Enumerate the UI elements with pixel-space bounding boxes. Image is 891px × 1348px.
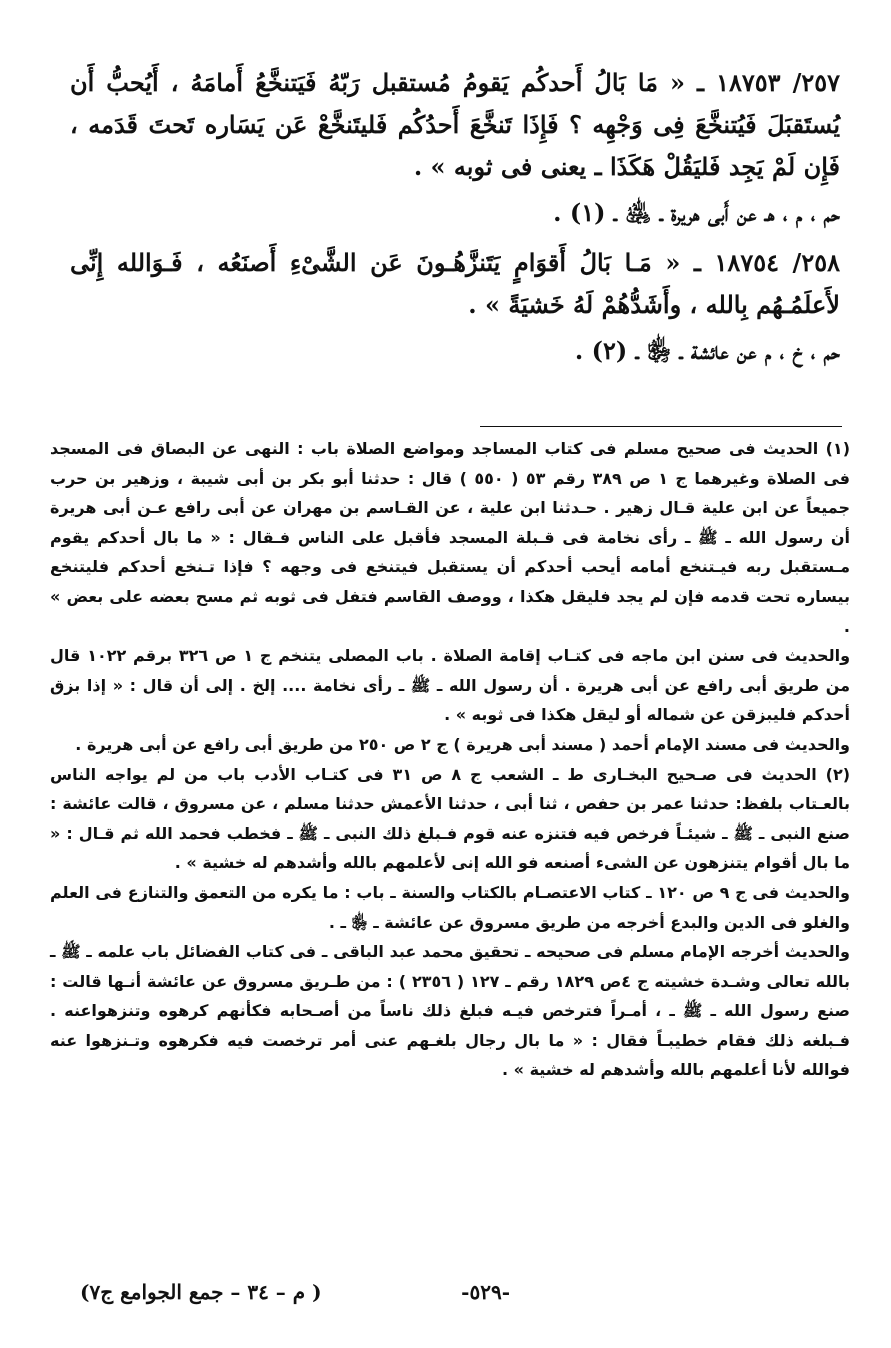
hadith-text: ٢٥٧/ ١٨٧٥٣ ـ « مَا بَالُ أَحدكُم يَقومُ مُستقبل رَبّهُ فَيَتنخَّعُ أَمامَهُ ، أَيُحبُّ أَن يُستَقبَلَ فَيُتنخَّعَ فِى وَجْهِه ؟ فَإِذَا تَنخَّعَ أَحدُكُم فَليتَنخَّعْ عَن يَسَاره تَحتَ قَدَمه ، فَإِن لَمْ يَجِد فَليَقُلْ هَكَذَا ـ يعنى فى ثوبه » . [70,68,841,181]
page-footer [80,1272,600,1312]
book-reference: ( م – ٣٤ – جمع الجوامع ج٧) [80,1280,322,1304]
page-number: -٥٢٩- [461,1280,510,1304]
footnote-paragraph: (١) الحديث فى صحيح مسلم فى كتاب المساجد ومواضع الصلاة باب : النهى عن البصاق فى المسجد فى الصلاة وغيرهما ج ١ ص ٣٨٩ رقم ٥٣ ( ٥٥٠ ) قال : حدثنا أبو بكر بن أبى شيبة ، وزهير بن حرب جميعاً عن ابن علية قـال زهير . حـدثنا ابن علية ، عن القـاسم بن مهران عن أبى رافع عـن أبى هريرة أن رسول الله ـ ﷺ ـ رأى نخامة فى قـبلة المسجد فأقبل على الناس فـقال : « ما بال أحدكم يقوم مـستقبل ربه فيـتنخع أمامه أيحب أحدكم أن يستقبل فيتنخع فى وجهه ؟ فإذا تـنخع أحدكم فليتنخع بيساره تحت قدمه فإن لم يجد فليقل هكذا ، ووصف القاسم فتفل فى ثوبه ثم مسح بعضه على بعض » . [50,439,850,636]
hadith-text: ٢٥٨/ ١٨٧٥٤ ـ « مَـا بَالُ أَقوَامٍ يَتَنزَّهُـونَ عَن الشَّىْءِ أَصنَعُه ، فَـوَالله إِنِّى لأَعلَمُـهُم بِالله ، وأَشَدُّهُمْ لَهُ خَشيَةً » . [70,248,840,319]
footnote-paragraph: والحديث فى ج ٩ ص ١٢٠ ـ كتاب الاعتصـام بالكتاب والسنة ـ باب : ما يكره من التعمق والتنازع فى العلم والغلو فى الدين والبدع أخرجه من طريق مسروق عن عائشة ـ ﵂ ـ . [50,882,850,932]
footnote-paragraph: (٢) الحديث فى صـحيح البخـارى ط ـ الشعب ج ٨ ص ٣١ فى كتـاب الأدب باب من لم يواجه الناس بالعـتاب بلفظ: حدثنا عمر بن حفص ، ثنا أبى ، حدثنا الأعمش حدثنا مسلم ، عن مسروق ، قالت عائشة : صنع النبى ـ ﷺ ـ شيئـاً فرخص فيه فتنزه عنه قوم فـبلغ ذلك النبى ـ ﷺ ـ فخطب فحمد الله ثم قـال : « ما بال أقوام يتنزهون عن الشىء أصنعه فو الله إنى لأعلمهم بالله وأشدهم له خشية » . [50,764,851,873]
footnote-paragraph: والحديث أخرجه الإمام مسلم فى صحيحه ـ تحقيق محمد عبد الباقى ـ فى كتاب الفضائل باب علمه ـ ﷺ ـ بالله تعالى وشـدة خشيته ج ٤ص ١٨٢٩ رقم ـ ١٢٧ ( ٢٣٥٦ ) : من طـريق مسروق عن عائشة أنـها قالت : صنع رسول الله ـ ﷺ ـ ، أمـراً فترخص فيـه فبلغ ذلك ناساً من أصـحابه فكأنهم كرهوه وتنزهواعنه . فـبلغه ذلك فقام خطيبـاً فقال : « ما بال رجال بلغـهم عنى أمر ترخصت فيه فكرهوه وتـنزهوا عنه فوالله لأنا أعلمهم بالله وأشدهم له خشية » . [50,942,850,1080]
footnote-paragraph: والحديث فى سنن ابن ماجه فى كتـاب إقامة الصلاة . باب المصلى يتنخم ج ١ ص ٣٢٦ برقم ١٠٢٢ قال من طريق أبى رافع عن أبى هريرة . أن رسول الله ـ ﷺ ـ رأى نخامة .... إلخ . إلى أن قال : « إذا بزق أحدكم فليبزقن عن شماله أو ليقل هكذا فى ثوبه » . [50,646,851,725]
footnote-separator [480,426,842,427]
hadith-source: حم ، م ، هـ عن أَبى هريرة ـ ﵁ ـ (١) . [553,198,840,227]
hadith-section [70,62,840,380]
footnotes-section [50,434,850,1085]
footnote-paragraph: والحديث فى مسند الإمام أحمد ( مسند أبى هريرة ) ج ٢ ص ٢٥٠ من طريق أبى رافع عن أبى هريرة . [75,734,850,754]
hadith-source: حم ، خ ، م عن عائشة ـ ﵂ ـ (٢) . [574,336,840,365]
